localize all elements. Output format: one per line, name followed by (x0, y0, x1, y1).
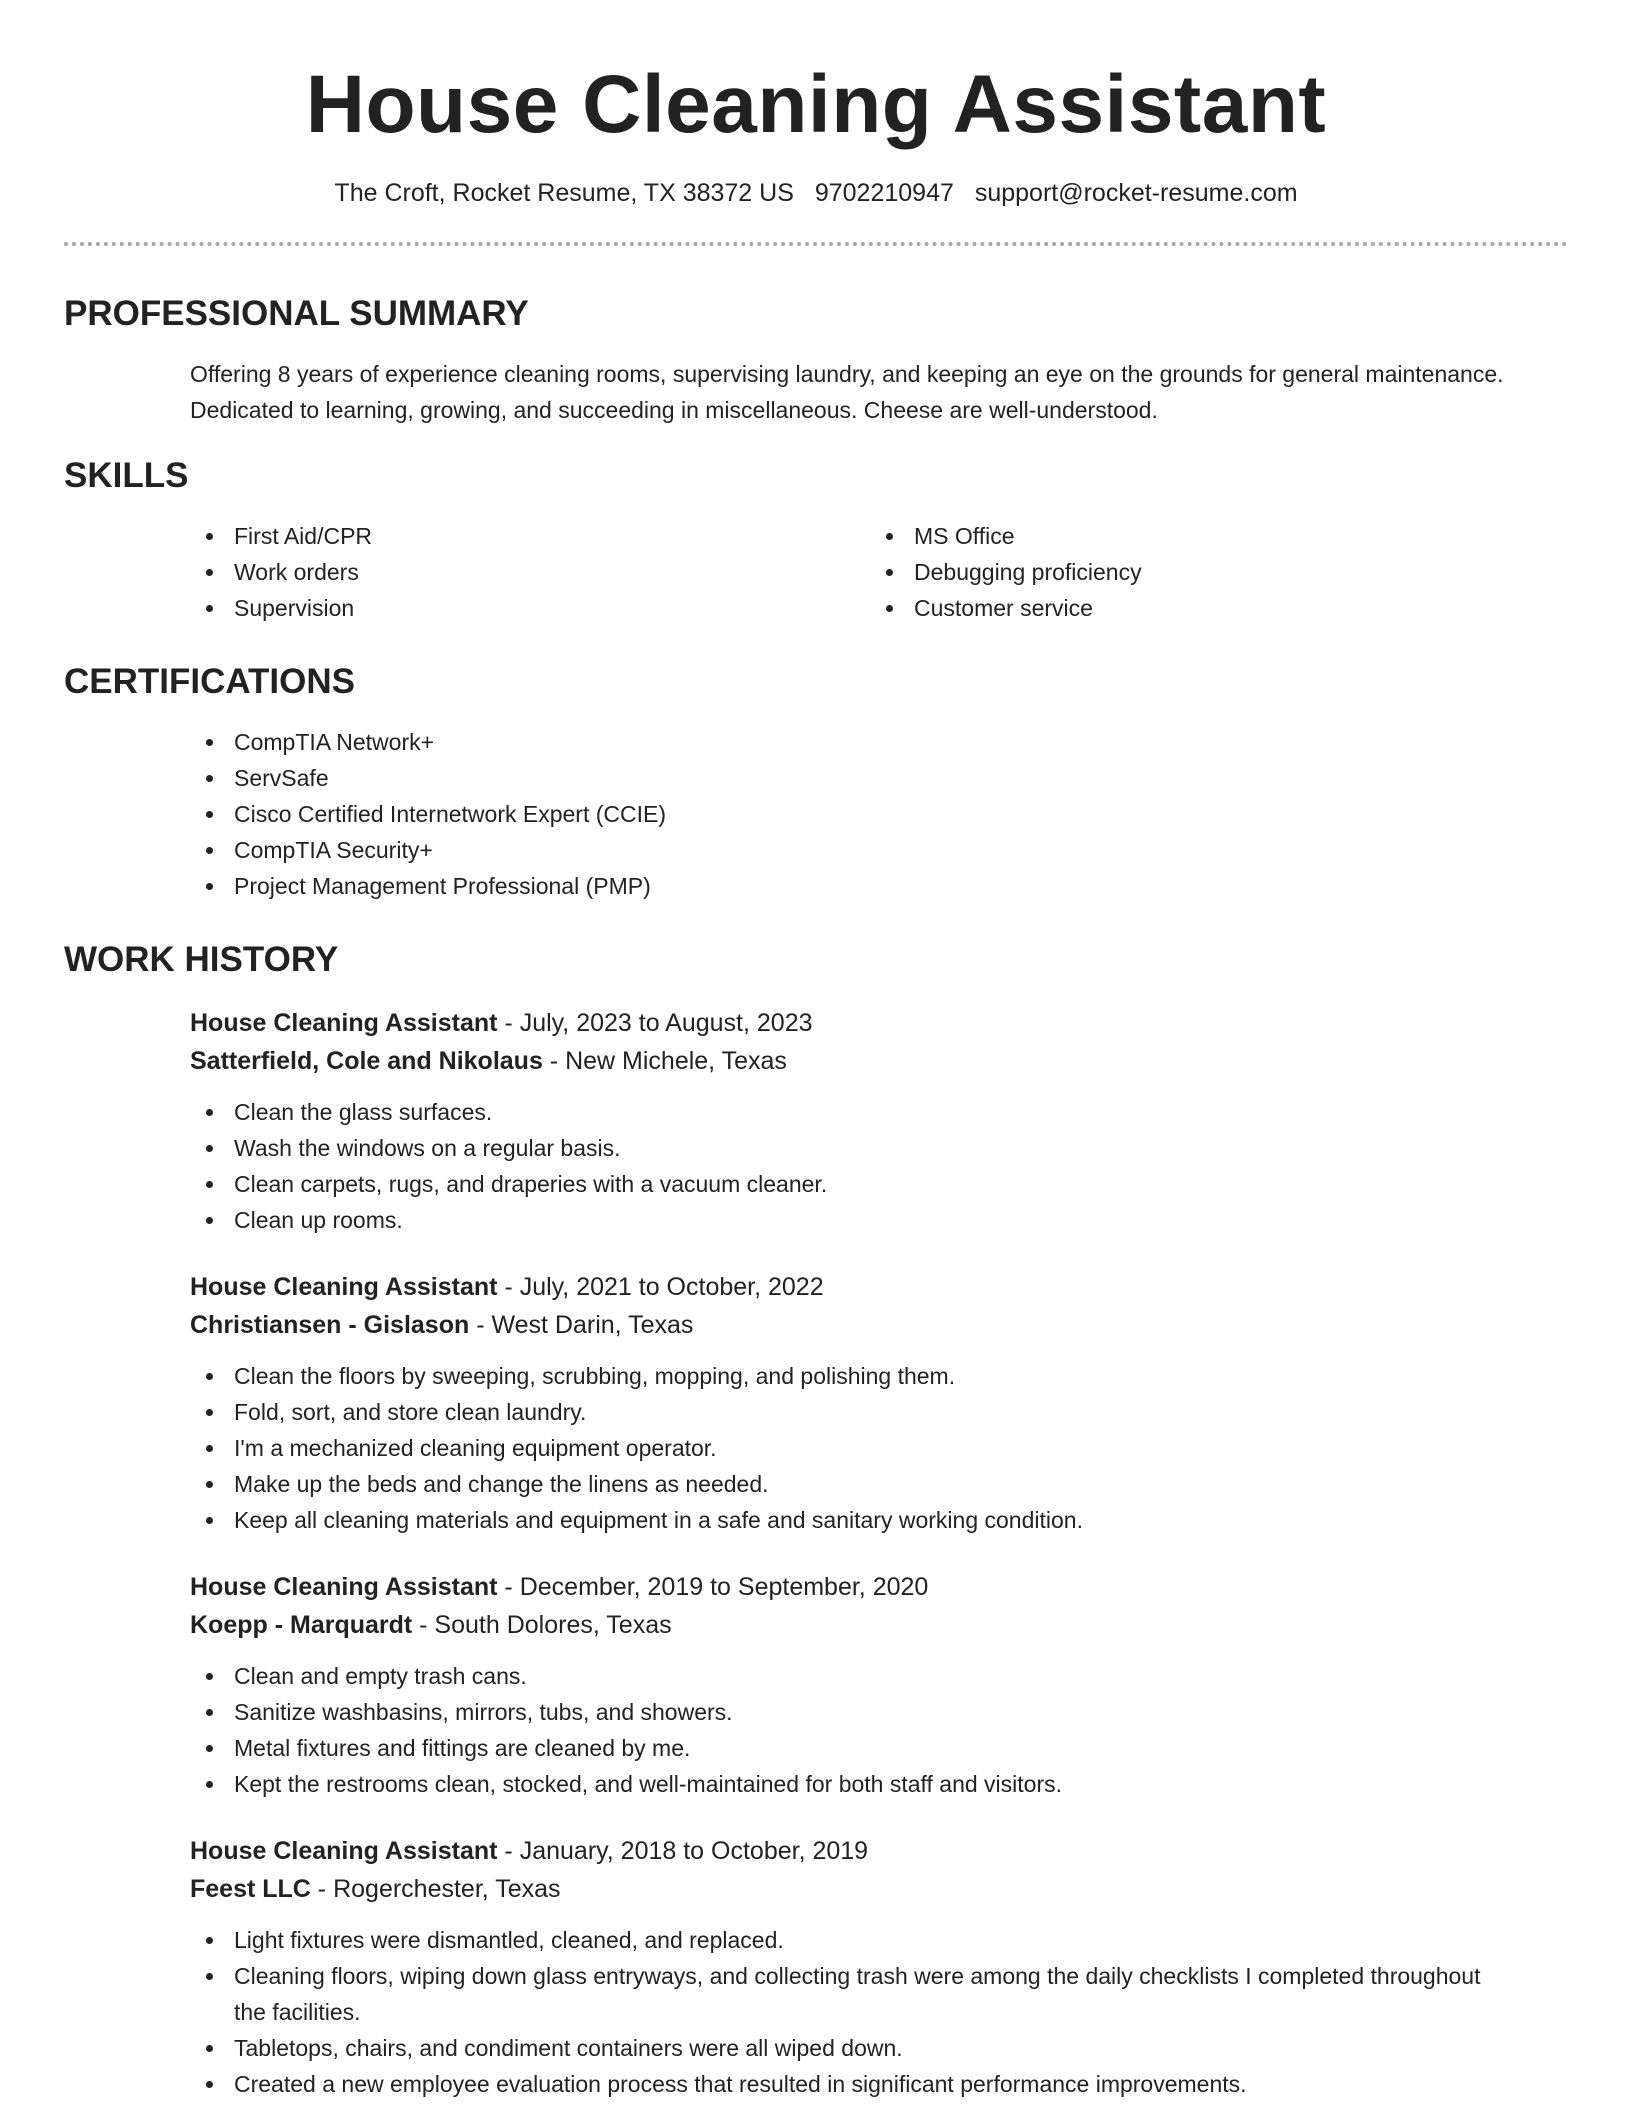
job-location: - Rogerchester, Texas (310, 1875, 561, 1903)
job-duty: Light fixtures were dismantled, cleaned, and replaced. (190, 1922, 1490, 1958)
job-role: House Cleaning Assistant (190, 1273, 498, 1301)
skills-column-right (870, 518, 1550, 626)
skills-column-left (190, 518, 870, 626)
job-role: House Cleaning Assistant (190, 1009, 498, 1037)
job-duty: Sanitize washbasins, mirrors, tubs, and showers. (190, 1694, 1490, 1730)
header-divider (64, 242, 1568, 246)
job-title-line (190, 1004, 1568, 1042)
job-duty: Clean the floors by sweeping, scrubbing, mopping, and polishing them. (190, 1358, 1490, 1394)
job-location: - South Dolores, Texas (412, 1611, 672, 1639)
job-title-line (190, 1832, 1568, 1870)
certification-item: CompTIA Security+ (190, 832, 1568, 868)
job-title-line (190, 1568, 1568, 1606)
job-duty: Clean the glass surfaces. (190, 1094, 1490, 1130)
certifications-heading: CERTIFICATIONS (64, 662, 356, 701)
job-company-line (190, 1606, 1568, 1644)
job-entry (190, 1004, 1568, 1238)
skill-item: Supervision (190, 590, 870, 626)
job-company-line (190, 1306, 1568, 1344)
job-title-line (190, 1268, 1568, 1306)
job-company-line (190, 1042, 1568, 1080)
job-dates: - July, 2021 to October, 2022 (497, 1273, 824, 1301)
contact-phone: 9702210947 (814, 179, 954, 207)
job-duty: Clean and empty trash cans. (190, 1658, 1490, 1694)
summary-text: Offering 8 years of experience cleaning rooms, supervising laundry, and keeping an eye on the grounds for general maintenance. Dedicated to learning, growing, and succeeding in miscellaneous. Cheese are well-understood. (190, 361, 1504, 423)
resume-page (64, 0, 1568, 2112)
job-company: Christiansen - Gislason (190, 1311, 470, 1339)
job-duty: Make up the beds and change the linens as needed. (190, 1466, 1490, 1502)
job-duty: Keep all cleaning materials and equipment in a safe and sanitary working condition. (190, 1502, 1490, 1538)
job-company-line (190, 1870, 1568, 1908)
job-duty: Cleaning floors, wiping down glass entryways, and collecting trash were among the daily checklists I completed throughout the facilities. (190, 1958, 1490, 2030)
certification-item: ServSafe (190, 760, 1568, 796)
certifications-list (190, 724, 1568, 904)
job-role: House Cleaning Assistant (190, 1573, 498, 1601)
candidate-name: House Cleaning Assistant (305, 59, 1327, 150)
job-entry (190, 1268, 1568, 1538)
certification-item: Cisco Certified Internetwork Expert (CCIE) (190, 796, 1568, 832)
job-dates: - January, 2018 to October, 2019 (497, 1837, 869, 1865)
job-duty: I'm a mechanized cleaning equipment operator. (190, 1430, 1490, 1466)
skill-item: First Aid/CPR (190, 518, 870, 554)
certification-item: Project Management Professional (PMP) (190, 868, 1568, 904)
skill-item: Customer service (870, 590, 1550, 626)
job-duties (190, 1358, 1490, 1538)
job-duties (190, 1922, 1490, 2102)
job-company: Satterfield, Cole and Nikolaus (190, 1047, 543, 1075)
job-duty: Created a new employee evaluation process that resulted in significant performance improvements. (190, 2066, 1490, 2102)
job-dates: - July, 2023 to August, 2023 (497, 1009, 813, 1037)
certification-item: CompTIA Network+ (190, 724, 1568, 760)
job-location: - West Darin, Texas (469, 1311, 694, 1339)
job-duty: Clean up rooms. (190, 1202, 1490, 1238)
job-duty: Wash the windows on a regular basis. (190, 1130, 1490, 1166)
job-duty: Metal fixtures and fittings are cleaned by me. (190, 1730, 1490, 1766)
skill-item: Debugging proficiency (870, 554, 1550, 590)
job-entry (190, 1832, 1568, 2102)
contact-address: The Croft, Rocket Resume, TX 38372 US (334, 179, 794, 207)
job-company: Koepp - Marquardt (190, 1611, 413, 1639)
skill-item: Work orders (190, 554, 870, 590)
job-duties (190, 1658, 1490, 1802)
job-entry (190, 1568, 1568, 1802)
contact-email: support@rocket-resume.com (974, 179, 1298, 207)
job-duty: Kept the restrooms clean, stocked, and well-maintained for both staff and visitors. (190, 1766, 1490, 1802)
job-duty: Tabletops, chairs, and condiment containers were all wiped down. (190, 2030, 1490, 2066)
job-duties (190, 1094, 1490, 1238)
job-location: - New Michele, Texas (542, 1047, 787, 1075)
job-company: Feest LLC (190, 1875, 311, 1903)
summary-heading: PROFESSIONAL SUMMARY (64, 294, 529, 333)
skill-item: MS Office (870, 518, 1550, 554)
job-duty: Clean carpets, rugs, and draperies with a vacuum cleaner. (190, 1166, 1490, 1202)
work-history-heading: WORK HISTORY (64, 940, 339, 979)
skills-heading: SKILLS (64, 456, 189, 495)
skills-list (190, 518, 1568, 626)
job-dates: - December, 2019 to September, 2020 (497, 1573, 929, 1601)
contact-line (64, 177, 1568, 209)
job-duty: Fold, sort, and store clean laundry. (190, 1394, 1490, 1430)
job-role: House Cleaning Assistant (190, 1837, 498, 1865)
